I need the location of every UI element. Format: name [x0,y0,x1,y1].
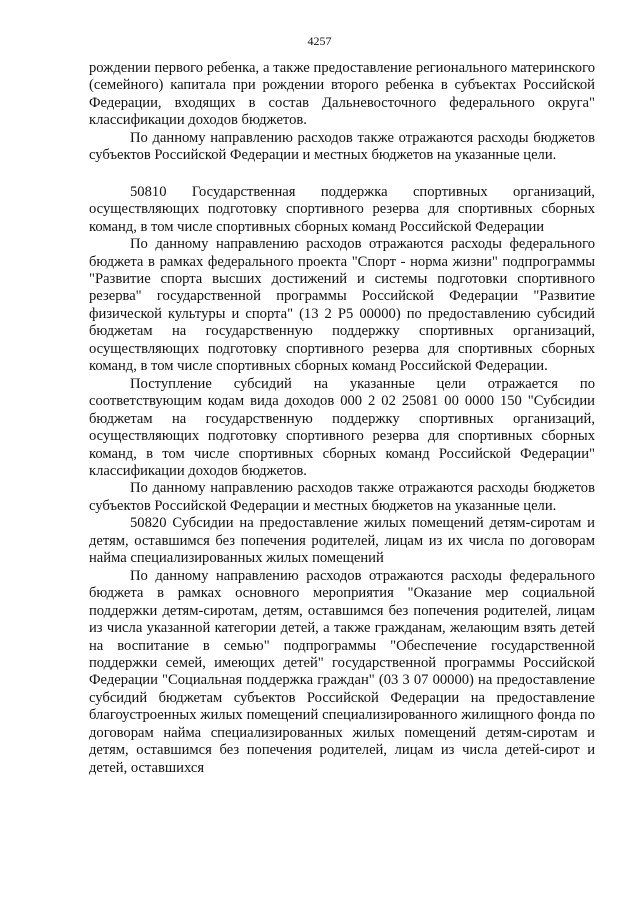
paragraph-6: По данному направлению расходов также отражаются расходы бюджетов субъектов Российской Федерации и местных бюджетов на указанные цели. [89,480,595,514]
document-body [89,60,595,777]
paragraph-5: Поступление субсидий на указанные цели отражается по соответствующим кодам вида доходов 000 2 02 25081 00 0000 150 "Субсидии бюджетам на государственную поддержку спортивных организаций, осуществляющих подготовку спортивного резерва для спортивных сборных команд, в том числе спортивных сборных команд Российской Федерации" классификации доходов бюджетов. [89,375,595,479]
paragraph-2: По данному направлению расходов также отражаются расходы бюджетов субъектов Российской Федерации и местных бюджетов на указанные цели. [89,129,595,164]
paragraph-7: 50820 Субсидии на предоставление жилых помещений детям-сиротам и детям, оставшимся без попечения родителей, лицам из их числа по договорам найма специализированных жилых помещений [89,515,595,567]
paragraph-3: 50810 Государственная поддержка спортивных организаций, осуществляющих подготовку спортивного резерва для спортивных сборных команд, в том числе спортивных сборных команд Российской Федерации [89,183,595,235]
paragraph-gap [89,165,595,184]
paragraph-1: рождении первого ребенка, а также предоставление регионального материнского (семейного) капитала при рождении второго ребенка в субъектах Российской Федерации, входящих в состав Дальневосточного федерального округа" классификации доходов бюджетов. [89,60,595,129]
page-number: 4257 [307,34,332,48]
paragraph-4: По данному направлению расходов отражаются расходы федерального бюджета в рамках федерального проекта "Спорт - норма жизни" подпрограммы "Развитие спорта высших достижений и системы подготовки спортивного резерва" государственной программы Российской Федерации "Развитие физической культуры и спорта" (13 2 Р5 00000) по предоставлению субсидий бюджетам на государственную поддержку спортивных организаций, осуществляющих подготовку спортивного резерва для спортивных сборных команд, в том числе спортивных сборных команд Российской Федерации. [89,236,595,375]
paragraph-8: По данному направлению расходов отражаются расходы федерального бюджета в рамках основного мероприятия "Оказание мер социальной поддержки детям-сиротам, детям, оставшимся без попечения родителей, лицам из числа указанной категории детей, а также гражданам, желающим взять детей на воспитание в семью" подпрограммы "Обеспечение государственной поддержки семей, имеющих детей" государственной программы Российской Федерации "Социальная поддержка граждан" (03 3 07 00000) на предоставление субсидий бюджетам субъектов Российской Федерации на предоставление благоустроенных жилых помещений специализированного жилищного фонда по договорам найма специализированных жилых помещений детям-сиротам и детям, оставшимся без попечения родителей, лицам из числа детей-сирот и детей, оставшихся [89,567,595,776]
